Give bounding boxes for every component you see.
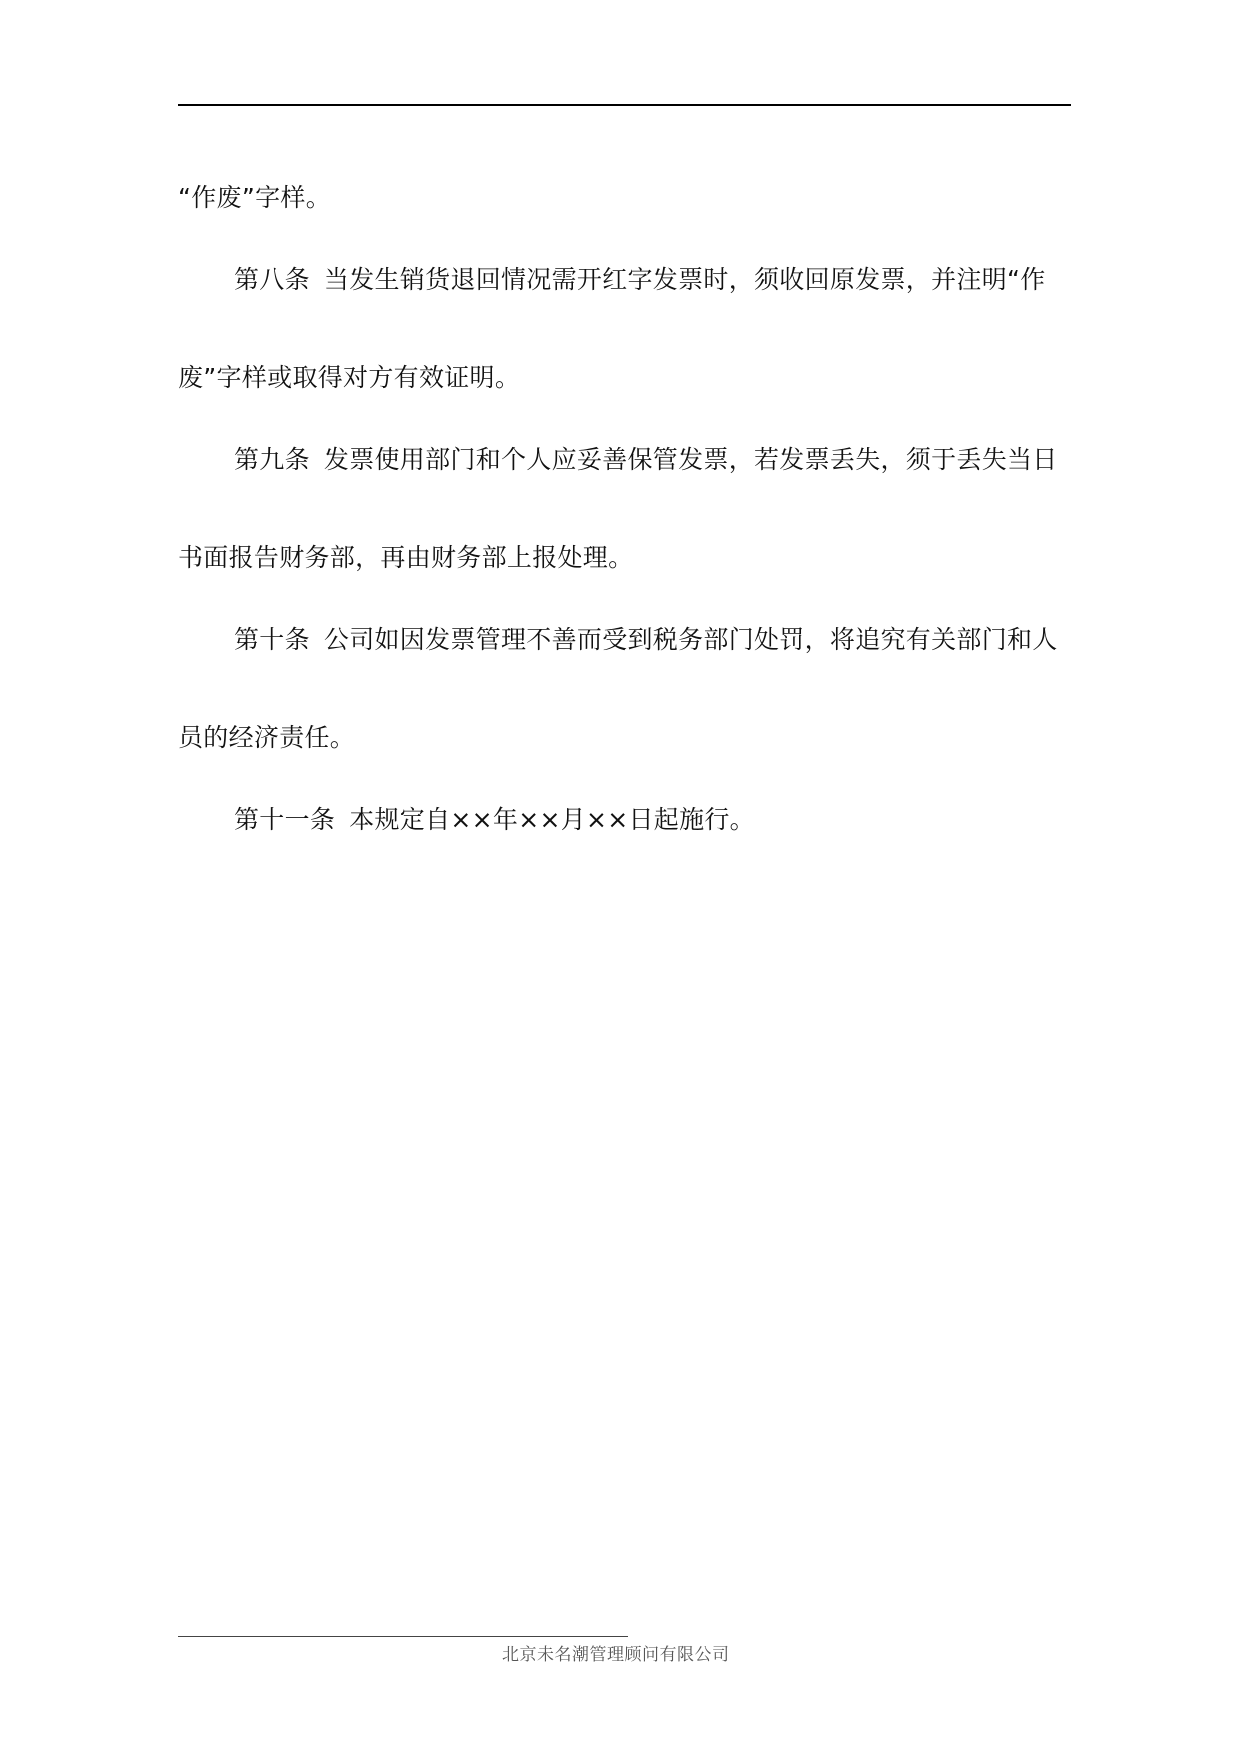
article-8-continuation: 废”字样或取得对方有效证明。: [178, 363, 521, 392]
article-9-continuation: 书面报告财务部，再由财务部上报处理。: [178, 543, 634, 572]
article-8-text: 当发生销货退回情况需开红字发票时，须收回原发票，并注明“作: [323, 265, 1046, 294]
article-9: [234, 445, 1058, 475]
article-9-text: 发票使用部门和个人应妥善保管发票，若发票丢失，须于丢失当日: [323, 445, 1058, 474]
article-10-continuation: 员的经济责任。: [178, 723, 356, 752]
article-10-text: 公司如因发票管理不善而受到税务部门处罚，将追究有关部门和人: [323, 625, 1058, 654]
text-line-continuation: “作废”字样。: [178, 183, 332, 212]
article-11-text: 本规定自××年××月××日起施行。: [349, 805, 755, 834]
article-8-number: 第八条: [234, 265, 310, 294]
article-10: [234, 625, 1058, 655]
header-divider: [178, 104, 1071, 106]
article-11-number: 第十一条: [234, 805, 336, 834]
article-11: [234, 805, 755, 835]
footer-company-name: 北京未名潮管理顾问有限公司: [502, 1645, 730, 1665]
article-10-number: 第十条: [234, 625, 310, 654]
article-8: [234, 265, 1046, 295]
footer-divider: [178, 1636, 628, 1637]
article-9-number: 第九条: [234, 445, 310, 474]
